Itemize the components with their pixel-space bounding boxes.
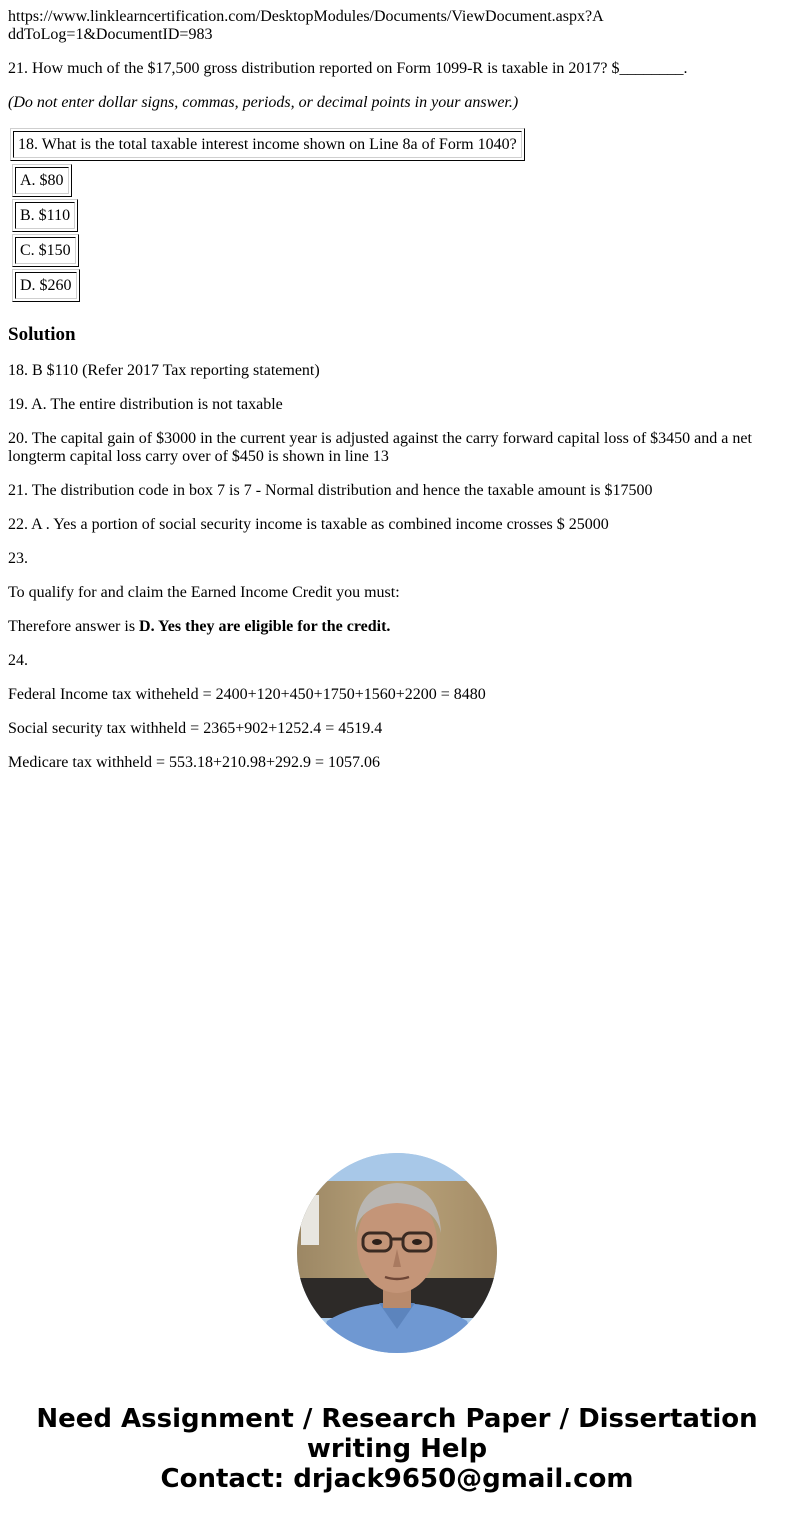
option-d-label: D. $260 <box>15 272 77 299</box>
option-a <box>12 164 72 197</box>
option-d <box>12 269 80 302</box>
solution-line-24: 24. <box>8 652 28 669</box>
eic-answer-prefix: Therefore answer is <box>8 618 140 635</box>
promo-line-1: Need Assignment / Research Paper / Dissertation <box>36 1404 758 1434</box>
promo-line-2: writing Help <box>306 1434 488 1464</box>
portrait-photo-icon <box>297 1153 497 1353</box>
question-21: 21. How much of the $17,500 gross distribution reported on Form 1099-R is taxable in 2017? $________. <box>8 60 688 77</box>
source-url: https://www.linklearncertification.com/DesktopModules/Documents/ViewDocument.aspx?AddToLog=1&DocumentID=983 <box>8 8 604 43</box>
eic-qualify-text: To qualify for and claim the Earned Income Credit you must: <box>8 584 400 601</box>
question-18-table <box>10 128 525 161</box>
medicare-withheld: Medicare tax withheld = 553.18+210.98+292.9 = 1057.06 <box>8 754 381 771</box>
option-b <box>12 199 78 232</box>
eic-answer <box>8 618 786 636</box>
solution-heading: Solution <box>8 324 76 345</box>
eic-answer-bold: D. Yes they are eligible for the credit. <box>139 618 391 635</box>
federal-tax-withheld: Federal Income tax witheheld = 2400+120+450+1750+1560+2200 = 8480 <box>8 686 486 703</box>
solution-line-20: 20. The capital gain of $3000 in the current year is adjusted against the carry forward capital loss of $3450 and a net longterm capital loss carry over of $450 is shown in line 13 <box>8 430 752 465</box>
answer-instruction: (Do not enter dollar signs, commas, periods, or decimal points in your answer.) <box>8 94 519 111</box>
promo-banner <box>0 1404 794 1494</box>
option-a-label: A. $80 <box>15 167 69 194</box>
solution-line-21: 21. The distribution code in box 7 is 7 - Normal distribution and hence the taxable amount is $17500 <box>8 482 653 499</box>
social-security-withheld: Social security tax withheld = 2365+902+1252.4 = 4519.4 <box>8 720 383 737</box>
document-body <box>8 8 786 788</box>
solution-line-19: 19. A. The entire distribution is not taxable <box>8 396 283 413</box>
option-b-label: B. $110 <box>15 202 75 229</box>
author-avatar <box>297 1153 497 1353</box>
question-18-text: 18. What is the total taxable interest income shown on Line 8a of Form 1040? <box>13 131 522 158</box>
solution-line-22: 22. A . Yes a portion of social security income is taxable as combined income crosses $ 25000 <box>8 516 609 533</box>
solution-line-18: 18. B $110 (Refer 2017 Tax reporting statement) <box>8 362 320 379</box>
option-c <box>12 234 79 267</box>
promo-contact: Contact: drjack9650@gmail.com <box>160 1464 634 1494</box>
solution-line-23: 23. <box>8 550 28 567</box>
option-c-label: C. $150 <box>15 237 76 264</box>
